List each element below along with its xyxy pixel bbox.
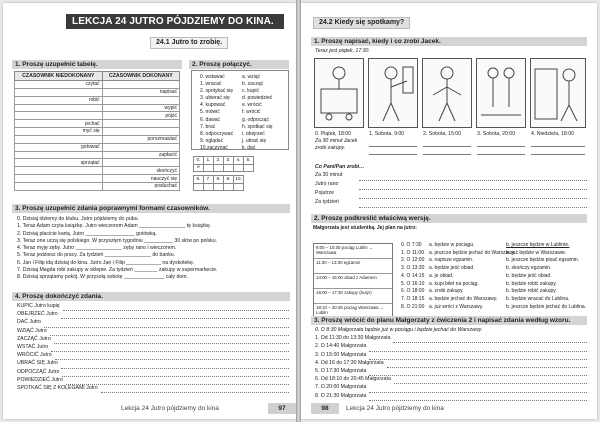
r-ex3-row	[315, 327, 587, 335]
answer-line-1[interactable]	[369, 146, 417, 147]
verb-cell-imperfective[interactable]	[15, 104, 103, 112]
r-ex3-row	[315, 376, 587, 384]
option-a[interactable]: a. kupi bilet na pociąg.	[429, 280, 479, 287]
r-ex3-answer-line[interactable]	[387, 360, 587, 368]
verb-cell-imperfective: robić	[15, 96, 103, 104]
option-a[interactable]: a. będzie jechać do Warszawy.	[429, 295, 498, 302]
time-item: 0. O 7:30	[401, 242, 422, 248]
r-ex3-prompt: 0. O 8:30 Małgorzata będzie już w pociągu i będzie jechać do Warszawy.	[315, 327, 483, 333]
plan-entry: 8:00 – 10:30 pociąg Lublin → Warszawa	[314, 244, 392, 259]
verb-cell-perfective[interactable]	[102, 96, 179, 104]
ex4-answer-line[interactable]	[62, 369, 289, 377]
answer-line-2b[interactable]	[423, 154, 471, 155]
ex4-row	[17, 377, 289, 385]
answer-grid-cell[interactable]	[244, 164, 254, 172]
ex4-answer-line[interactable]	[61, 311, 289, 319]
caption-3: 3. Sobota, 20:00	[477, 131, 516, 137]
ex4-answer-line[interactable]	[44, 319, 289, 327]
ex4-row	[17, 385, 289, 393]
option-b[interactable]: b. będzie jeść obiad.	[506, 272, 552, 279]
times-column	[401, 242, 424, 311]
verb-cell-imperfective: jechać	[15, 120, 103, 128]
ex3-sentence: 3. Teraz one uczą się polskiego. W przyszłym tygodniu __________ 30 słów po polsku.	[17, 237, 218, 244]
question-lines	[315, 172, 587, 208]
answer-grid-cell: 5.	[244, 157, 254, 165]
ex4-answer-line[interactable]	[66, 377, 289, 385]
answer-grid-cell[interactable]	[224, 164, 234, 172]
caption-2: 2. Sobota, 15:00	[423, 131, 462, 137]
afternoon-scene-icon	[423, 59, 471, 127]
answer-grid-cell[interactable]	[234, 183, 244, 191]
time-item: 6. O 18:00	[401, 288, 425, 295]
shopping-scene-icon	[315, 59, 363, 127]
r-ex3-sentences	[315, 327, 587, 401]
verb-cell-imperfective[interactable]	[15, 135, 103, 143]
r-ex3-prompt: 4. Od 16 do 17:30 Małgorzata	[315, 359, 384, 366]
time-item: 3. O 13:30	[401, 265, 425, 272]
verb-cell-imperfective[interactable]	[15, 151, 103, 159]
r-ex1-intro: Teraz jest piątek, 17:30.	[315, 48, 370, 54]
plan-entry: 18:10 – 20:45 pociąg Warszawa → Lublin	[314, 304, 392, 319]
r-ex3-answer-line[interactable]	[393, 335, 587, 343]
verb-table-row	[15, 151, 180, 159]
option-a[interactable]: a. już wróci z Warszawy.	[429, 303, 484, 310]
verb-table-header-b: CZASOWNIK DOKONANY	[102, 72, 179, 81]
match-right-item: f. wrócić	[242, 109, 261, 116]
section-title-24-2: 24.2 Kiedy się spotkamy?	[313, 17, 410, 29]
option-b[interactable]: b. będzie robić zakupy.	[506, 280, 557, 287]
ex4-row	[17, 344, 289, 352]
illustration-shopping	[314, 58, 364, 128]
option-b[interactable]: b. jeszcze będzie w Lublinie.	[506, 242, 570, 248]
option-a[interactable]: a. je obiad.	[429, 272, 454, 279]
answer-grid-cell: 9.	[224, 176, 234, 184]
ex3-sentence: 2. Dzisiaj płacicie kartą. Jutro _________________ gotówką.	[17, 230, 157, 237]
option-a[interactable]: a. jeszcze będzie jechać do Warszawy.	[429, 249, 516, 256]
answer-line-4b[interactable]	[531, 154, 585, 155]
match-right-item: b. zacząć	[242, 81, 264, 88]
r-ex3-prompt: 1. Od 11:30 do 13:30 Małgorzata	[315, 335, 391, 342]
verb-table-row	[15, 104, 180, 112]
ex4-answer-line[interactable]	[54, 336, 289, 344]
verb-table-row	[15, 143, 180, 151]
verb-table-header-a: CZASOWNIK NIEDOKONANY	[15, 72, 103, 81]
match-left-item: 5. mówić	[200, 109, 220, 116]
verb-cell-imperfective[interactable]	[15, 167, 103, 175]
r-ex3-row	[315, 335, 587, 343]
ex4-answer-line[interactable]	[55, 352, 289, 360]
r-ex3-answer-line[interactable]	[369, 393, 587, 401]
r-ex3-prompt: 2. O 14:40 Małgorzata	[315, 343, 367, 350]
answer-grid-cell: 0.	[194, 157, 204, 165]
match-left-item: 1. wracać	[200, 81, 222, 88]
r-ex3-row	[315, 343, 587, 351]
sample-answer-line1: Za 30 minut Jacek	[315, 138, 358, 144]
ex4-row	[17, 311, 289, 319]
option-b[interactable]: b. jeszcze będzie pisać egzamin.	[506, 257, 580, 264]
ex4-row	[17, 328, 289, 336]
question-prompt: Za 30 minut	[315, 172, 343, 178]
answer-line-3b[interactable]	[477, 154, 525, 155]
answer-grid-cell[interactable]	[234, 164, 244, 172]
verb-cell-imperfective[interactable]	[15, 88, 103, 96]
sunday-scene-icon	[531, 59, 585, 127]
answer-grid-cell[interactable]	[214, 164, 224, 172]
ex4-prompt: WRÓCIĆ Jutro	[17, 352, 52, 359]
left-page	[3, 3, 296, 419]
option-b-column	[506, 242, 586, 311]
illustration-saturday-evening	[476, 58, 526, 128]
question-answer-line[interactable]	[359, 181, 587, 190]
match-right-list	[242, 74, 273, 152]
time-item: 4. O 14:15	[401, 272, 425, 279]
match-right-item: e. wrócić	[242, 102, 262, 109]
ex3-title: 3. Proszę uzupełnić zdania poprawnymi formami czasowników.	[12, 204, 290, 213]
r-ex3-answer-line[interactable]	[369, 368, 587, 376]
answer-grid-cell[interactable]	[194, 183, 204, 191]
plan-entry: 11:30 – 13:30 egzamin	[314, 259, 392, 274]
question-row	[315, 172, 587, 181]
answer-line-3[interactable]	[477, 146, 525, 147]
morning-scene-icon	[369, 59, 417, 127]
option-b[interactable]: b. będzie robić zakupy.	[506, 288, 557, 295]
verb-table-row	[15, 175, 180, 183]
answer-line-2[interactable]	[423, 146, 471, 147]
answer-grid-cell: 7.	[204, 176, 214, 184]
illustration-saturday-morning	[368, 58, 418, 128]
match-left-item: 7. brać	[200, 123, 216, 130]
r-ex3-row	[315, 360, 587, 368]
match-left-item: 10.zaczynać	[200, 144, 228, 151]
match-right-item: g. odpocząć	[242, 116, 269, 123]
answer-grid-cell[interactable]	[204, 183, 214, 191]
verb-cell-perfective[interactable]	[102, 120, 179, 128]
r-ex3-row	[315, 384, 587, 392]
verb-cell-perfective[interactable]	[102, 81, 179, 89]
verb-table-row	[15, 167, 180, 175]
match-right-item: k. dać	[242, 144, 256, 151]
question-answer-line[interactable]	[359, 199, 587, 208]
r-ex3-prompt: 8. O 21:30 Małgorzata	[315, 392, 367, 399]
verb-cell-perfective: porozmawiać	[102, 135, 179, 143]
ex3-sentence: 4. Teraz myję zęby. Jutro ________________ zęby rano i wieczorem.	[17, 245, 177, 252]
answer-grid-cell: 8.	[214, 176, 224, 184]
time-item: 7. O 18:15	[401, 295, 425, 302]
ex3-sentence: 0. Dzisiaj idziemy do klubu. Jutro pójdziemy do pubu.	[17, 216, 139, 222]
time-item: 8. O 21:00	[401, 303, 425, 310]
section-title-24-1: 24.1 Jutro to zrobię.	[150, 37, 228, 49]
r-ex3-prompt: 7. O 20:00 Małgorzata	[315, 384, 367, 391]
question-answer-line[interactable]	[359, 172, 587, 181]
question-row	[315, 199, 587, 208]
caption-4: 4. Niedziela, 18:00	[531, 131, 574, 137]
match-left-list	[200, 74, 233, 152]
evening-scene-icon	[477, 59, 525, 127]
r-ex3-title: 3. Proszę wrócić do planu Małgorzaty z ćwiczenia 2 i napisać zdania według wzoru.	[311, 316, 587, 325]
match-right-item: i. obejrzeć	[242, 130, 265, 137]
verb-cell-imperfective: myć się	[15, 128, 103, 136]
ex3-sentence: 1. Teraz Adam czyta książkę. Jutro wieczorem Adam ________________ tę książkę.	[17, 223, 212, 230]
match-right-item: a. wziąć	[242, 74, 261, 80]
answer-grid-cell: 4.	[234, 157, 244, 165]
option-b[interactable]: b. jeszcze będzie jechać do Lublina.	[506, 303, 587, 310]
option-b[interactable]: b. będzie wracać do Lublina.	[506, 295, 570, 302]
ex4-prompt: KUPIĆ Jutro kupię	[17, 303, 60, 309]
verb-cell-imperfective[interactable]	[15, 112, 103, 120]
sample-answer-line2: zrobi zakupy.	[315, 145, 346, 151]
ex4-prompt: ODPOCZĄĆ Jutro	[17, 368, 60, 375]
verb-table-row	[15, 112, 180, 120]
verb-cell-perfective: napisać	[102, 88, 179, 96]
answer-grid-cell[interactable]: e	[194, 164, 204, 172]
r-ex3-prompt: 3. O 15:00 Małgorzata	[315, 351, 367, 358]
ex4-prompt: SPOTKAĆ SIĘ Z KOLEGAMI Jutro	[17, 384, 98, 391]
ex4-answer-line[interactable]	[101, 385, 289, 393]
page-number-right: 98	[311, 403, 339, 414]
caption-1: 1. Sobota, 9:00	[369, 131, 405, 137]
answer-grid-cell: 1.	[204, 157, 214, 165]
ex3-sentence: 6. Jan i Filip idą dzisiaj do kina. Jutro Jan i Filip ____________ na dyskotekę.	[17, 259, 195, 266]
ex4-prompt: POWIEDZIEĆ Jutro	[17, 376, 63, 383]
match-left-item: 9. oglądać	[200, 137, 224, 144]
question-answer-line[interactable]	[359, 190, 587, 199]
verb-cell-imperfective[interactable]	[15, 182, 103, 190]
illustration-saturday-afternoon	[422, 58, 472, 128]
question-prompt: Za tydzień	[315, 199, 339, 205]
match-left-item: 0. wstawać	[200, 74, 225, 80]
option-b[interactable]: b. skończy egzamin.	[506, 265, 552, 272]
plan-entry: 16:00 – 17:30 zakupy (buty!)	[314, 289, 392, 304]
plan-entry: 14:00 – 15:00 obiad z Adamem	[314, 274, 392, 289]
verb-cell-perfective[interactable]	[102, 143, 179, 151]
verb-table	[14, 71, 180, 191]
match-left-item: 2. spotykać się	[200, 88, 234, 95]
answer-grid-cell: 3.	[224, 157, 234, 165]
verb-cell-perfective: zapłacić	[102, 151, 179, 159]
verb-cell-imperfective[interactable]	[15, 175, 103, 183]
ex4-prompt: OBEJRZEĆ Jutro	[17, 311, 58, 318]
option-a[interactable]: a. zrobi zakupy.	[429, 288, 464, 295]
ex4-answer-line[interactable]	[51, 344, 289, 352]
ex4-answer-line[interactable]	[63, 303, 289, 311]
verb-table-row	[15, 96, 180, 104]
time-item: 5. O 16:10	[401, 280, 425, 287]
answer-line-4[interactable]	[531, 146, 585, 147]
verb-cell-imperfective: gotować	[15, 143, 103, 151]
r-question-title: Co Pani/Pan zrobi…	[315, 164, 365, 170]
ex4-prompt: UBRAĆ SIĘ Jutro	[17, 360, 58, 367]
r-ex3-row	[315, 368, 587, 376]
verb-cell-perfective: pójść	[102, 112, 179, 120]
r-ex3-row	[315, 393, 587, 401]
ex4-prompt: WSTAĆ Jutro	[17, 343, 49, 350]
option-a-column	[429, 242, 515, 311]
verb-table-row	[15, 159, 180, 167]
ex4-prompt: DAĆ Jutro	[17, 319, 41, 326]
answer-grid-cell[interactable]	[224, 183, 234, 191]
caption-0: 0. Piątek, 18:00	[315, 131, 352, 137]
ex1-title: 1. Proszę uzupełnić tabelę.	[12, 60, 182, 69]
ex4-row	[17, 319, 289, 327]
r-ex1-title: 1. Proszę napisać, kiedy i co zrobi Jacek.	[311, 37, 587, 46]
matching-box	[191, 70, 289, 150]
question-row	[315, 190, 587, 199]
r-ex2-title: 2. Proszę podkreślić właściwą wersję.	[311, 214, 587, 223]
illustration-sunday	[530, 58, 586, 128]
match-right-item: j. ubrać się	[242, 137, 267, 144]
match-left-item: 8. odpoczywać	[200, 130, 234, 137]
left-footer: Lekcja 24 Jutro pójdziemy do kina	[121, 405, 219, 412]
ex4-title: 4. Proszę dokończyć zdania.	[12, 292, 290, 301]
time-item: 2. O 12:00	[401, 257, 425, 264]
answer-grid-cell[interactable]	[204, 164, 214, 172]
answer-grid-2	[193, 175, 244, 191]
r-ex3-prompt: 5. O 17:30 Małgorzata	[315, 367, 367, 374]
ex4-prompt: ZACZĄĆ Jutro	[17, 335, 51, 342]
ex2-title: 2. Proszę połączyć.	[189, 60, 289, 69]
option-a[interactable]: a. będzie w pociągu.	[429, 242, 475, 248]
verb-cell-perfective: wypić	[102, 104, 179, 112]
question-prompt: Pojutrze	[315, 190, 335, 196]
time-item: 1. O 11:00	[401, 249, 424, 256]
ex3-sentences	[17, 216, 289, 282]
answer-grid-1	[193, 156, 254, 172]
ex4-row	[17, 336, 289, 344]
r-ex3-row	[315, 352, 587, 360]
ex4-row	[17, 303, 289, 311]
r-ex3-answer-line[interactable]	[369, 384, 587, 392]
question-prompt: Jutro rano	[315, 181, 339, 187]
ex4-prompt: WZIĄĆ Jutro	[17, 327, 47, 334]
verb-cell-perfective[interactable]	[102, 159, 179, 167]
verb-cell-imperfective: czytać	[15, 81, 103, 89]
match-left-item: 3. ubierać się	[200, 95, 230, 102]
ex4-answer-line[interactable]	[61, 360, 289, 368]
verb-cell-perfective: nauczyć się	[102, 175, 179, 183]
answer-line-1b[interactable]	[369, 154, 417, 155]
verb-cell-perfective: skończyć	[102, 167, 179, 175]
ex4-sentences	[17, 303, 289, 393]
right-footer: Lekcja 24 Jutro pójdziemy do kina	[346, 405, 444, 412]
answer-grid-cell: 10.	[235, 176, 242, 182]
r-ex3-answer-line[interactable]	[394, 376, 587, 384]
option-b[interactable]: b. już będzie w Warszawie.	[506, 249, 567, 256]
ex3-sentence: 8. Dzisiaj sprzątamy pokój. W przyszłą sobotę ______________ cały dom.	[17, 274, 188, 281]
ex4-answer-line[interactable]	[50, 328, 289, 336]
verb-table-row	[15, 120, 180, 128]
question-row	[315, 181, 587, 190]
r-ex3-answer-line[interactable]	[369, 343, 587, 351]
verb-table-row	[15, 128, 180, 136]
verb-cell-perfective: posłuchać	[102, 182, 179, 190]
ex4-row	[17, 369, 289, 377]
match-right-item: c. kupić	[242, 88, 259, 95]
ex4-row	[17, 360, 289, 368]
page-number-left: 97	[268, 403, 296, 414]
match-right-item: d. powiedzieć	[242, 95, 273, 102]
answer-grid-cell: 2.	[214, 157, 224, 165]
match-left-item: 4. kupować	[200, 102, 226, 109]
right-page	[301, 3, 597, 419]
match-right-item: h. spotkać się	[242, 123, 273, 130]
plan-box	[313, 243, 393, 320]
match-left-item: 6. dawać	[200, 116, 221, 123]
verb-table-row	[15, 88, 180, 96]
ex3-sentence: 5. Teraz jedziesz do pracy. Za tydzień ________________ do banku.	[17, 252, 176, 259]
verb-cell-perfective[interactable]	[102, 128, 179, 136]
option-a[interactable]: a. napisze egzamin.	[429, 257, 474, 264]
lesson-title: LEKCJA 24 JUTRO PÓJDZIEMY DO KINA.	[66, 14, 284, 29]
r-ex3-answer-line[interactable]	[369, 352, 587, 360]
answer-grid-cell[interactable]	[214, 183, 224, 191]
option-a[interactable]: a. będzie jeść obiad.	[429, 265, 475, 272]
r-ex3-prompt: 6. Od 18:10 do 20:45 Małgorzata	[315, 376, 391, 383]
verb-cell-imperfective: sprzątać	[15, 159, 103, 167]
r-ex2-intro: Małgorzata jest studentką. Jej plan na jutro:	[313, 225, 417, 231]
ex3-sentence: 7. Dzisiaj Magda robi zakupy w sklepie. Za tydzień ________ zakupy w supermarkecie.	[17, 267, 218, 274]
verb-table-row	[15, 182, 180, 190]
verb-table-row	[15, 81, 180, 89]
answer-grid-cell: 6.	[194, 176, 204, 184]
verb-table-row	[15, 135, 180, 143]
